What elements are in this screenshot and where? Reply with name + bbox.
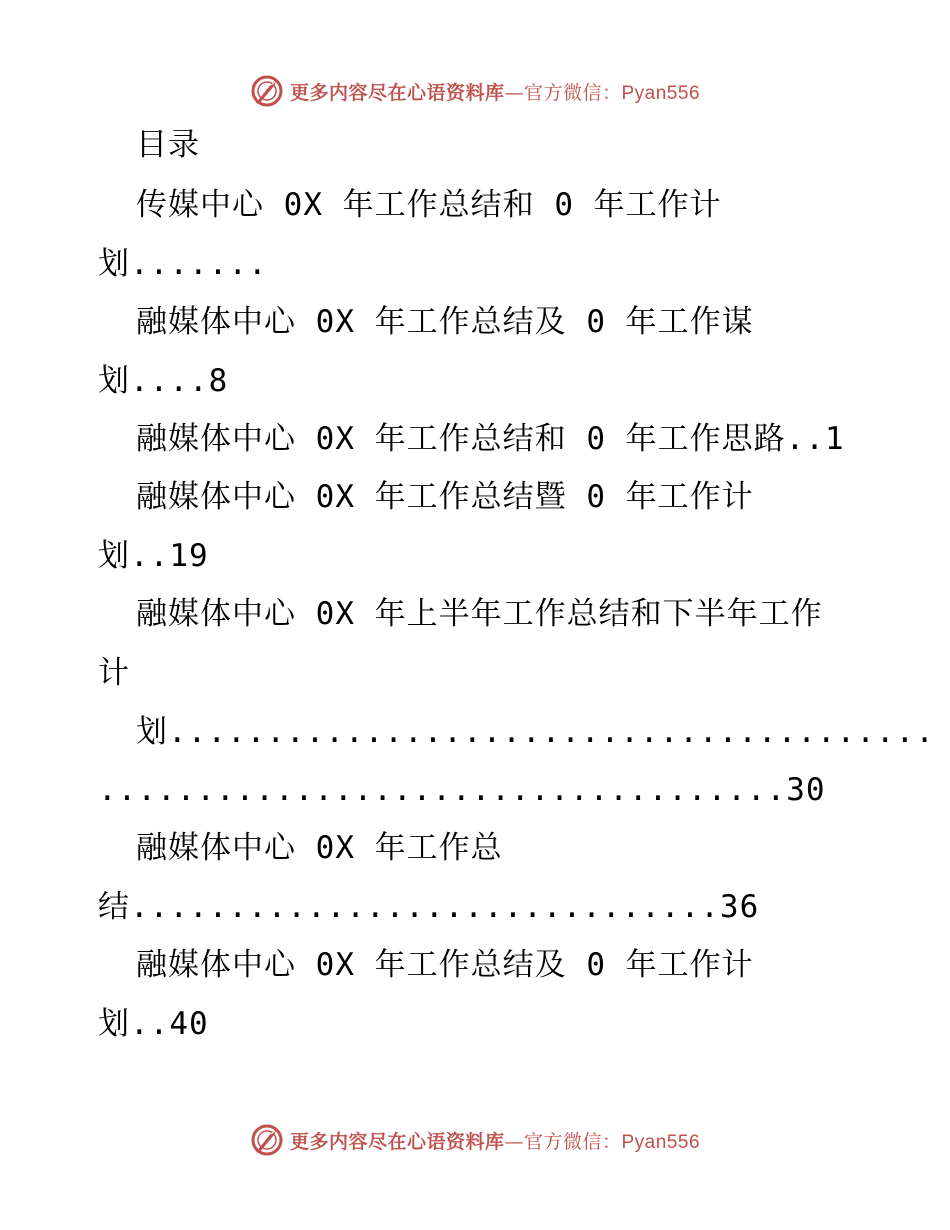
toc-line: 融媒体中心 0X 年工作总结及 0 年工作计 [136, 947, 754, 983]
toc-line: 传媒中心 0X 年工作总结和 0 年工作计 [136, 187, 722, 223]
toc-line: 划....... [98, 246, 268, 282]
banner-weixin-label: 官方微信： [523, 81, 622, 104]
toc-heading: 目录 [136, 127, 200, 163]
banner-content [250, 1123, 700, 1157]
toc-line: 计 [98, 655, 130, 691]
toc-line: 划..19 [98, 538, 209, 574]
banner-main-text: 更多内容尽在心语资料库 [289, 81, 505, 104]
toc-line: 融媒体中心 0X 年工作总结及 0 年工作谋 [136, 304, 754, 340]
banner-weixin-id: Pyan556 [621, 82, 701, 104]
banner-text [290, 1127, 700, 1154]
toc-line: 融媒体中心 0X 年上半年工作总结和下半年工作 [136, 596, 823, 632]
quill-logo-icon [250, 1123, 284, 1157]
toc-line: 划....8 [98, 363, 229, 399]
toc-line: 融媒体中心 0X 年工作总结暨 0 年工作计 [136, 479, 754, 515]
toc-line: 划..40 [98, 1006, 209, 1042]
toc-line: 融媒体中心 0X 年工作总结和 0 年工作思路..1 [136, 421, 845, 457]
toc-line: 融媒体中心 0X 年工作总 [136, 830, 503, 866]
banner-weixin-label: 官方微信： [523, 1130, 622, 1153]
footer-banner [0, 1120, 950, 1160]
banner-dash: — [504, 81, 524, 104]
toc-line: 划....................................... [136, 714, 935, 750]
banner-main-text: 更多内容尽在心语资料库 [289, 1130, 505, 1153]
banner-weixin-id: Pyan556 [621, 1131, 701, 1153]
toc-line: 结..............................36 [98, 889, 760, 925]
toc-line: ...................................30 [98, 772, 826, 808]
banner-dash: — [504, 1130, 524, 1153]
